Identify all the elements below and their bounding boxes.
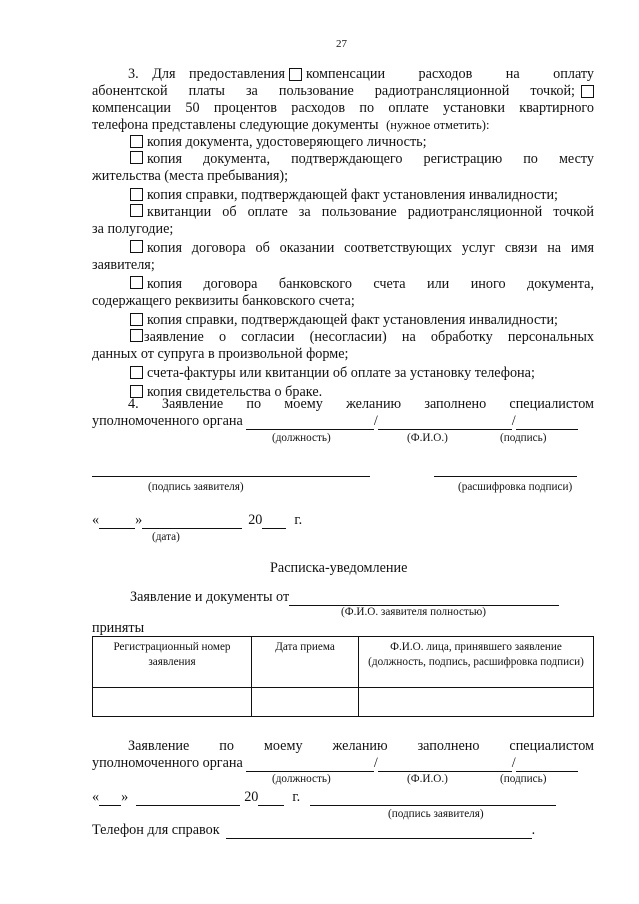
signature-decoding-label: (расшифровка подписи) xyxy=(458,481,573,493)
section-3-note: (нужное отметить): xyxy=(386,118,490,132)
year-prefix: 20 xyxy=(248,512,263,528)
documents-list xyxy=(92,134,594,401)
document-checkbox[interactable] xyxy=(130,276,143,289)
year-suffix: г. xyxy=(292,789,301,805)
position-label: (должность) xyxy=(272,432,331,444)
phone-field[interactable] xyxy=(226,824,532,839)
receipt-position-field[interactable] xyxy=(246,757,374,772)
header-date: Дата приема xyxy=(252,637,359,688)
section-3-intro xyxy=(92,66,594,134)
receipt-table xyxy=(92,636,594,717)
cell-date[interactable] xyxy=(252,688,359,717)
open-quote: « xyxy=(92,512,100,528)
document-label: заявление о согласии (несогласии) на обработку персональных xyxy=(144,329,594,345)
section-3-line-1b: компенсации расходов на оплату xyxy=(306,66,594,82)
year-field[interactable] xyxy=(262,514,286,529)
document-item xyxy=(92,204,594,238)
receipt-line-1: Заявление по моему желанию заполнено специалистом xyxy=(128,738,594,754)
receipt-fio-field[interactable] xyxy=(378,757,512,772)
separator: / xyxy=(511,413,516,429)
document-item xyxy=(92,365,594,382)
position-field[interactable] xyxy=(246,415,374,430)
table-header-row xyxy=(93,637,594,688)
applicant-signature-label: (подпись заявителя) xyxy=(148,481,244,493)
close-quote: » xyxy=(121,789,129,805)
header-accepting-person: Ф.И.О. лица, принявшего заявление (должность, подпись, расшифровка подписи) xyxy=(359,637,594,688)
accepted-text: приняты xyxy=(92,620,145,636)
document-label-cont: содержащего реквизиты банковского счета; xyxy=(92,293,355,309)
separator: / xyxy=(373,755,378,771)
document-label-cont: жительства (места пребывания); xyxy=(92,168,289,184)
section-3-line-2: абонентской платы за пользование радиотрансляционной точкой; xyxy=(92,83,575,99)
document-checkbox[interactable] xyxy=(130,188,143,201)
separator: / xyxy=(373,413,378,429)
date-label: (дата) xyxy=(152,531,180,543)
document-label: счета-фактуры или квитанции об оплате за установку телефона; xyxy=(147,365,535,381)
phone-label: Телефон для справок xyxy=(92,822,220,838)
phone-end: . xyxy=(531,822,536,838)
page-number: 27 xyxy=(336,38,347,50)
document-label-cont: данных от супруга в произвольной форме; xyxy=(92,346,349,362)
document-label: копия документа, подтверждающего регистрацию по месту xyxy=(147,151,594,167)
signature-decoding-line[interactable] xyxy=(434,476,577,477)
document-checkbox[interactable] xyxy=(130,366,143,379)
fio-field[interactable] xyxy=(378,415,512,430)
table-row xyxy=(93,688,594,717)
compensation-radio-checkbox[interactable] xyxy=(289,68,302,81)
year-prefix: 20 xyxy=(244,789,259,805)
section-3-line-4: телефона представлены следующие документы xyxy=(92,117,379,133)
document-label: копия свидетельства о браке. xyxy=(147,384,323,400)
receipt-day-field[interactable] xyxy=(99,791,121,806)
section-4 xyxy=(92,396,594,430)
signature-label: (подпись) xyxy=(500,432,547,444)
cell-reg-number[interactable] xyxy=(93,688,252,717)
document-label: копия документа, удостоверяющего личность; xyxy=(147,134,427,150)
receipt-signature-field[interactable] xyxy=(516,757,578,772)
receipt-specialist xyxy=(92,738,594,772)
document-item xyxy=(92,329,594,363)
header-reg-number: Регистрационный номер заявления xyxy=(93,637,252,688)
document-checkbox[interactable] xyxy=(130,240,143,253)
document-label: копия договора об оказании соответствующих услуг связи на имя xyxy=(147,240,594,256)
document-item xyxy=(92,187,594,204)
signature-field[interactable] xyxy=(516,415,578,430)
fio-label: (Ф.И.О.) xyxy=(407,432,448,444)
document-checkbox[interactable] xyxy=(130,135,143,148)
receipt-from-text: Заявление и документы от xyxy=(130,589,290,605)
section-3-line-1a: 3. Для предоставления xyxy=(128,66,286,82)
receipt-year-field[interactable] xyxy=(258,791,284,806)
document-item xyxy=(92,134,594,151)
document-item xyxy=(92,240,594,274)
document-item xyxy=(92,151,594,185)
document-label: квитанции об оплате за пользование радиотрансляционной точкой xyxy=(147,204,594,220)
date-line xyxy=(92,512,302,529)
document-label-cont: за полугодие; xyxy=(92,221,174,237)
receipt-position-label: (должность) xyxy=(272,773,331,785)
document-label: копия справки, подтверждающей факт установления инвалидности; xyxy=(147,187,558,203)
day-field[interactable] xyxy=(99,514,135,529)
applicant-fio-field[interactable] xyxy=(289,591,559,606)
cell-accepting-person[interactable] xyxy=(359,688,594,717)
document-label: копия справки, подтверждающей факт установления инвалидности; xyxy=(147,312,558,328)
document-label: копия договора банковского счета или иного документа, xyxy=(147,276,594,292)
receipt-month-field[interactable] xyxy=(136,791,240,806)
document-item xyxy=(92,276,594,310)
applicant-fio-label: (Ф.И.О. заявителя полностью) xyxy=(341,606,487,618)
section-3-line-3: компенсации 50 процентов расходов по оплате установки квартирного xyxy=(92,100,594,116)
separator: / xyxy=(511,755,516,771)
receipt-applicant-signature-label: (подпись заявителя) xyxy=(388,808,484,820)
document-label-cont: заявителя; xyxy=(92,257,155,273)
receipt-fio-label: (Ф.И.О.) xyxy=(407,773,448,785)
document-checkbox[interactable] xyxy=(130,151,143,164)
open-quote: « xyxy=(92,789,100,805)
receipt-applicant-signature-field[interactable] xyxy=(310,791,556,806)
receipt-title: Расписка-уведомление xyxy=(270,560,408,576)
close-quote: » xyxy=(135,512,143,528)
receipt-line-2: уполномоченного органа xyxy=(92,755,243,771)
document-checkbox[interactable] xyxy=(130,329,143,342)
document-checkbox[interactable] xyxy=(130,313,143,326)
receipt-date-line xyxy=(92,789,556,806)
section-4-line-1: 4. Заявление по моему желанию заполнено специалистом xyxy=(128,396,594,412)
phone-line xyxy=(92,822,535,839)
section-4-line-2: уполномоченного органа xyxy=(92,413,243,429)
receipt-signature-label: (подпись) xyxy=(500,773,547,785)
applicant-signature-line[interactable] xyxy=(92,476,370,477)
document-checkbox[interactable] xyxy=(130,204,143,217)
year-suffix: г. xyxy=(294,512,303,528)
document-item xyxy=(92,312,594,329)
compensation-phone-checkbox[interactable] xyxy=(581,85,594,98)
month-field[interactable] xyxy=(142,514,242,529)
receipt-from-line xyxy=(130,589,559,606)
